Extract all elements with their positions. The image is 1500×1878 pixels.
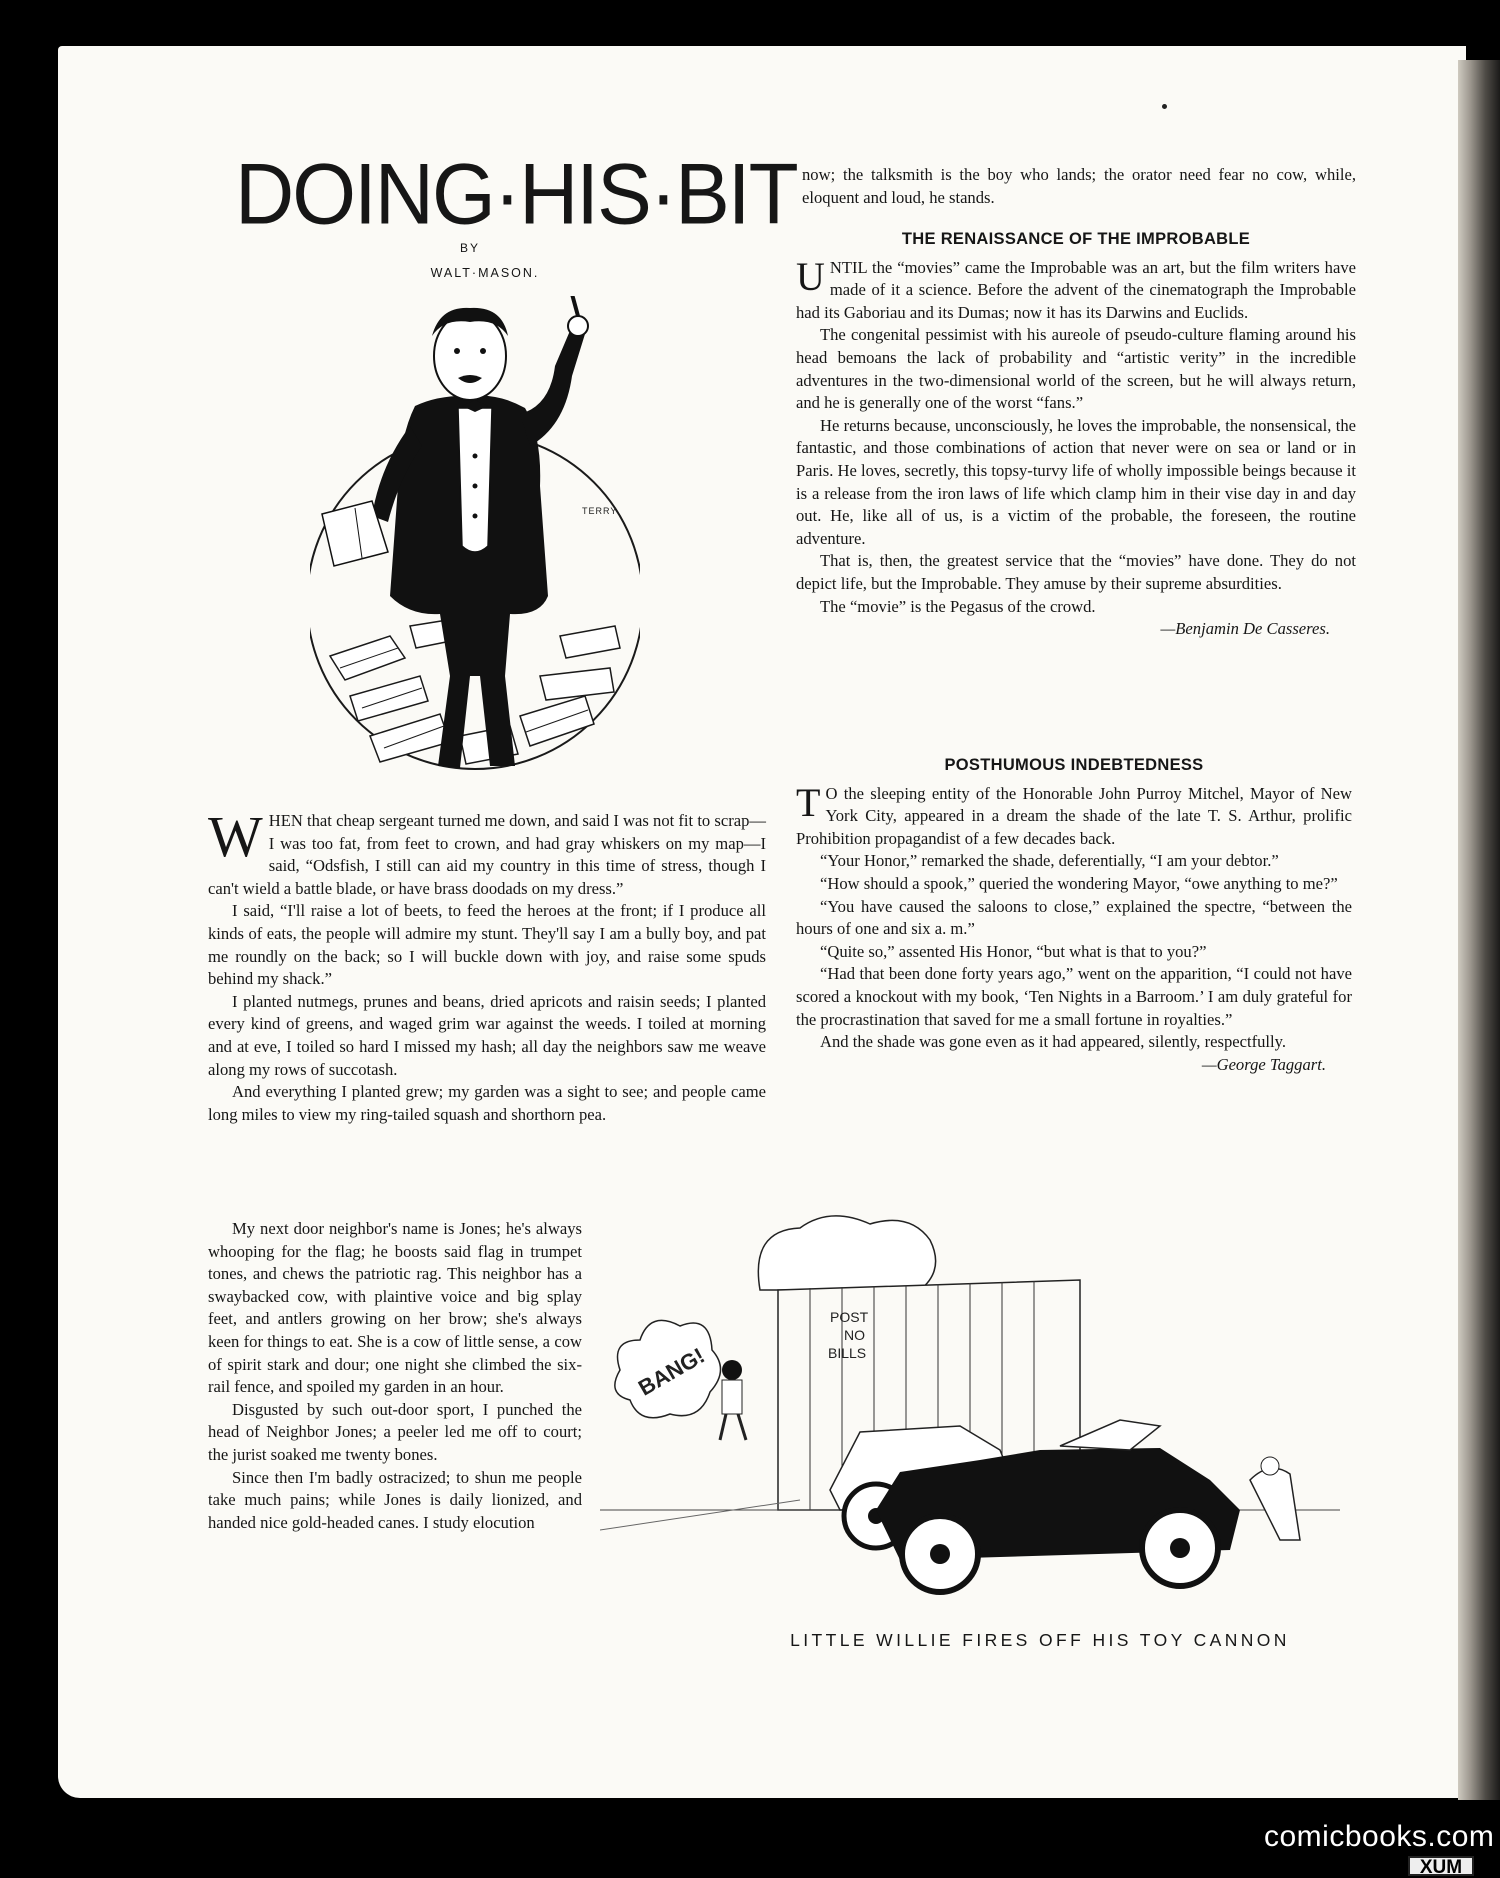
book-spine-shadow [1458, 60, 1500, 1800]
sign-no: NO [844, 1327, 865, 1343]
article-posthumous-p3: “How should a spook,” queried the wondering Mayor, “owe anything to me?” [820, 873, 1338, 893]
poem-paragraph-6: Disgusted by such out-door sport, I punched the head of Neighbor Jones; a peeler led me off to court; the jurist soaked me twenty bones. [208, 1399, 582, 1464]
drop-cap-u: U [796, 253, 825, 299]
poem-paragraph-4: And everything I planted grew; my garden was a sight to see; and people came long miles to view my ring-tailed squash and shorthorn pea. [208, 1082, 766, 1124]
article-renaissance [796, 228, 1356, 641]
poem-column-lower [208, 1218, 582, 1534]
drop-cap-t: T [796, 779, 821, 825]
article-renaissance-p1 [796, 253, 1356, 325]
poem-continued-text: now; the talksmith is the boy who lands; the orator need fear no cow, while, eloquent and loud, he stands. [802, 165, 1356, 207]
site-watermark: comicbooks.com [1264, 1820, 1495, 1853]
article-posthumous-p1 [796, 779, 1352, 851]
poem-paragraph-5: My next door neighbor's name is Jones; he's always whooping for the flag; he boosts said flag in trumpet tones, and chews the patriotic rag. This neighbor has a swaybacked cow, with plaintive voice and big splay feet, and antlers growing on her brow; she's always keen for things to eat. She is a cow of little sense, a cow of spirit stark and dour; one night she climbed the six-rail fence, and spoiled my garden in an hour. [208, 1219, 582, 1397]
article-posthumous-heading: POSTHUMOUS INDEBTEDNESS [944, 756, 1204, 774]
article-posthumous-p4: “You have caused the saloons to close,” explained the spectre, “between the hours of one and six a. m.” [796, 896, 1352, 939]
article-posthumous [796, 754, 1352, 1076]
drop-cap-w: W [208, 804, 263, 869]
author-name: WALT·MASON. [430, 266, 540, 280]
article-renaissance-p5: The “movie” is the Pegasus of the crowd. [820, 596, 1096, 616]
article-posthumous-signature: —George Taggart. [1201, 1054, 1326, 1074]
article-renaissance-signature: —Benjamin De Casseres. [1160, 619, 1330, 639]
article-posthumous-p6: “Had that been done forty years ago,” went on the apparition, “I could not have scored a knockout with my book, ‘Ten Nights in a Barroom.’ I am duly grateful for the procrastination that saved for me a small fortune in royalties.” [796, 964, 1352, 1029]
poem-continuation [802, 164, 1356, 209]
poem-paragraph-1 [208, 804, 766, 900]
bang-text: BANG! [633, 1342, 709, 1401]
poem-paragraph-7: Since then I'm badly ostracized; to shun me people take much pains; while Jones is daily lionized, and handed nice gold-headed canes. I study elocution [208, 1467, 582, 1532]
byline-label: BY [460, 241, 481, 255]
article-renaissance-p4: That is, then, the greatest service that the “movies” have done. They do not depict life, but the Improbable. They amuse by their supreme absurdities. [796, 551, 1356, 593]
illustrator-signature: TERRY [582, 506, 618, 516]
sign-post: POST [830, 1309, 869, 1325]
poem-column-upper [208, 804, 766, 1126]
poem-paragraph-1-text: HEN that cheap sergeant turned me down, and said I was not fit to scrap—I was too fat, from feet to crown, and had gray whiskers on my map—I said, “Odsfish, I still can aid my country in this time of stress, though I can't wield a battle blade, or have brass doodads on my dress.” [208, 811, 766, 898]
print-speck [1162, 104, 1167, 109]
page-title: DOING·HIS·BIT [235, 146, 797, 243]
article-renaissance-p1-text: NTIL the “movies” came the Improbable was an art, but the film writers have made of it a science. Before the advent of the cinematograph the Improbable had its Gaboriau and its Dumas; now it has its Darwins and Euclids. [796, 257, 1356, 322]
article-renaissance-p3: He returns because, unconsciously, he loves the improbable, the nonsensical, the fantastic, and those combinations of action that never were on sea or land or in Paris. He loves, secretly, this topsy-turvy life of wholly impossible beings because it is a release from the iron laws of life which clamp him in their vise day in and day out. He, like all of us, is a victim of the probable, the foreseen, the routine adventure. [796, 415, 1356, 548]
article-posthumous-p7: And the shade was gone even as it had appeared, silently, respectfully. [820, 1032, 1287, 1052]
cartoon-illustration [600, 1210, 1340, 1610]
cartoon-caption: LITTLE WILLIE FIRES OFF HIS TOY CANNON [790, 1630, 1290, 1650]
article-posthumous-p2: “Your Honor,” remarked the shade, deferentially, “I am your debtor.” [820, 851, 1279, 871]
poem-paragraph-3: I planted nutmegs, prunes and beans, dried apricots and raisin seeds; I planted every kind of greens, and waged grim war against the weeds. I toiled at morning and at eve, I toiled so hard I missed my hash; all day the neighbors saw me weave along my rows of succotash. [208, 991, 766, 1079]
poem-paragraph-2: I said, “I'll raise a lot of beets, to feed the heroes at the front; if I produce all kinds of eats, the people will admire my stunt. They'll say I am a bully boy, and pat me roundly on the back; so I will buckle down with joy, and raise some spuds behind my shack.” [208, 901, 766, 989]
article-posthumous-p1-text: O the sleeping entity of the Honorable John Purroy Mitchel, Mayor of New York City, appeared in a dream the shade of the late T. S. Arthur, prolific Prohibition propagandist of a few decades back. [796, 783, 1352, 848]
sign-bills: BILLS [828, 1345, 867, 1361]
orator-illustration [310, 296, 640, 786]
article-renaissance-heading: THE RENAISSANCE OF THE IMPROBABLE [901, 230, 1251, 248]
article-renaissance-p2: The congenital pessimist with his aureole of pseudo-culture flaming around his head bemoans the lack of probability and “artistic verity” in the incredible adventures in the two-dimensional world of the screen, but he will always return, and he is generally one of the worst “fans.” [796, 325, 1356, 413]
scan-tag: XUM [1408, 1856, 1474, 1876]
article-posthumous-p5: “Quite so,” assented His Honor, “but what is that to you?” [820, 941, 1207, 961]
